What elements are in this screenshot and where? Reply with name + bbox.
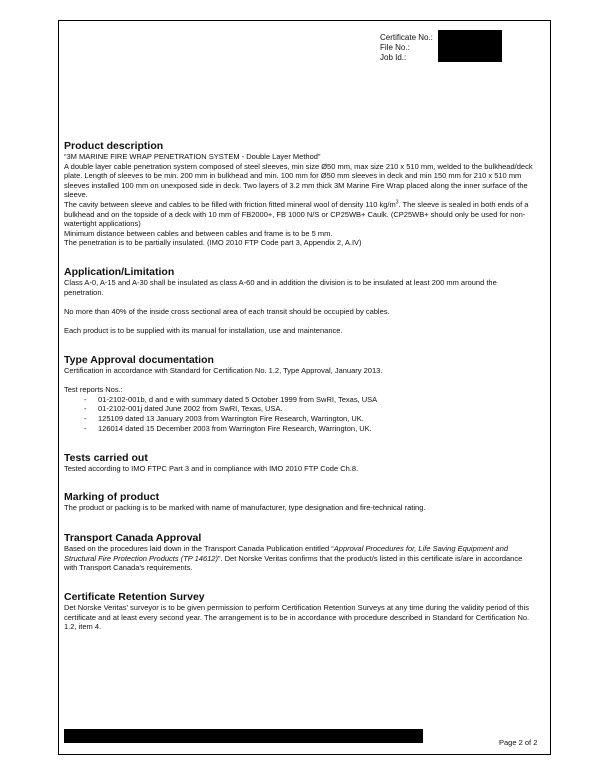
list-item: - 126014 dated 15 December 2003 from Warrington Fire Research, Warrington, UK. (84, 424, 536, 434)
marking-heading: Marking of product (64, 491, 160, 503)
tests-para: Tested according to IMO FTPC Part 3 and in compliance with IMO 2010 FTP Code Ch.8. (64, 464, 359, 473)
type-approval-section (64, 354, 536, 433)
application-para-3: Each product is to be supplied with its manual for installation, use and maintenance. (64, 325, 343, 335)
cavity-text-part: . The sleeve is sealed in both ends of a bulkhead and on the topside of a deck with 10 mm of FB2000+, FB 1000 N/S or CP25WB+ Caulk. (CP25WB+ should only be used for non-watertight applications) (64, 199, 529, 229)
test-reports-list (64, 395, 536, 433)
test-reports-label: Test reports Nos.: (64, 385, 123, 395)
retention-heading: Certificate Retention Survey (64, 591, 205, 603)
cavity-text-part: The cavity between sleeve and cables to be filled with friction fitted mineral wool of density 110 kg/m (64, 199, 396, 209)
product-name-line: “3M MARINE FIRE WRAP PENETRATION SYSTEM - Double Layer Method” (64, 152, 321, 161)
product-description-heading: Product description (64, 140, 164, 152)
tests-section (64, 452, 536, 474)
certificate-no-label: Certificate No.: (380, 33, 433, 42)
transport-text-part: ”. Det Norske Veritas confirms that the product/s listed in this certificate is/are in accordance with Transport Canada's requirements. (64, 553, 523, 573)
tests-heading: Tests carried out (64, 452, 148, 464)
transport-heading: Transport Canada Approval (64, 532, 202, 544)
insulation-text: The penetration is to be partially insulated. (IMO 2010 FTP Code part 3, Appendix 2, A.IV) (64, 238, 362, 248)
transport-para (64, 544, 536, 573)
type-approval-heading: Type Approval documentation (64, 354, 214, 366)
cavity-text (64, 200, 536, 229)
application-section (64, 266, 536, 336)
cavity-superscript: 3 (395, 199, 399, 206)
transport-publication-title: Approval Procedures for, Life Saving Equipment and Structural Fire Protection Products (TP 14612) (64, 544, 509, 563)
marking-para: The product or packing is to be marked with name of manufacturer, type designation and fire-technical rating. (64, 503, 426, 512)
product-description-section (64, 140, 536, 248)
application-para-1: Class A-0, A-15 and A-30 shall be insulated as class A-60 and in addition the division is to be insulated at least 200 mm around the penetration. (64, 278, 497, 297)
certificate-info (380, 33, 433, 63)
page-number: Page 2 of 2 (499, 738, 538, 747)
list-item: - 01-2102-001b, d and e with summary dated 5 October 1999 from SwRI, Texas, USA (84, 395, 536, 405)
transport-section (64, 532, 536, 573)
file-no-label: File No.: (380, 43, 410, 52)
type-approval-para: Certification in accordance with Standard for Certification No. 1.2, Type Approval, January 2013. (64, 366, 383, 375)
application-para-2: No more than 40% of the inside cross sectional area of each transit should be occupied by cables. (64, 306, 390, 316)
application-heading: Application/Limitation (64, 266, 175, 278)
retention-section (64, 591, 536, 632)
product-construction-text: A double layer cable penetration system composed of steel sleeves, min size Ø50 mm, max size 210 x 510 mm, welded to the bulkhead/deck plate. Length of sleeves to be min. 200 mm in bulkhead and min. 100 mm for Ø50 mm sleeves in deck and min 150 mm for 210 x 510 mm sleeves installed 100 mm on unexposed side in deck. Two layers of 3.2 mm thick 3M Marine Fire Wrap placed along the inner surface of the sleeve. (64, 161, 533, 200)
redaction-block-top (438, 30, 502, 62)
list-item: - 01-2102-001j dated June 2002 from SwRI, Texas, USA. (84, 404, 536, 414)
job-id-label: Job Id.: (380, 53, 407, 62)
redaction-block-bottom (64, 729, 423, 743)
marking-section (64, 491, 536, 513)
distance-text: Minimum distance between cables and between cables and frame is to be 5 mm. (64, 228, 333, 238)
transport-text-part: Based on the procedures laid down in the Transport Canada Publication entitled “ (64, 544, 334, 553)
retention-para: Det Norske Veritas' surveyor is to be given permission to perform Certification Retention Surveys at any time during the validity period of this certificate and at least every second year. The arrangement is to be in accordance with procedure described in Standard for Certification No. 1.2, item 4. (64, 603, 530, 632)
list-item: - 125109 dated 13 January 2003 from Warrington Fire Research, Warrington, UK. (84, 414, 536, 424)
